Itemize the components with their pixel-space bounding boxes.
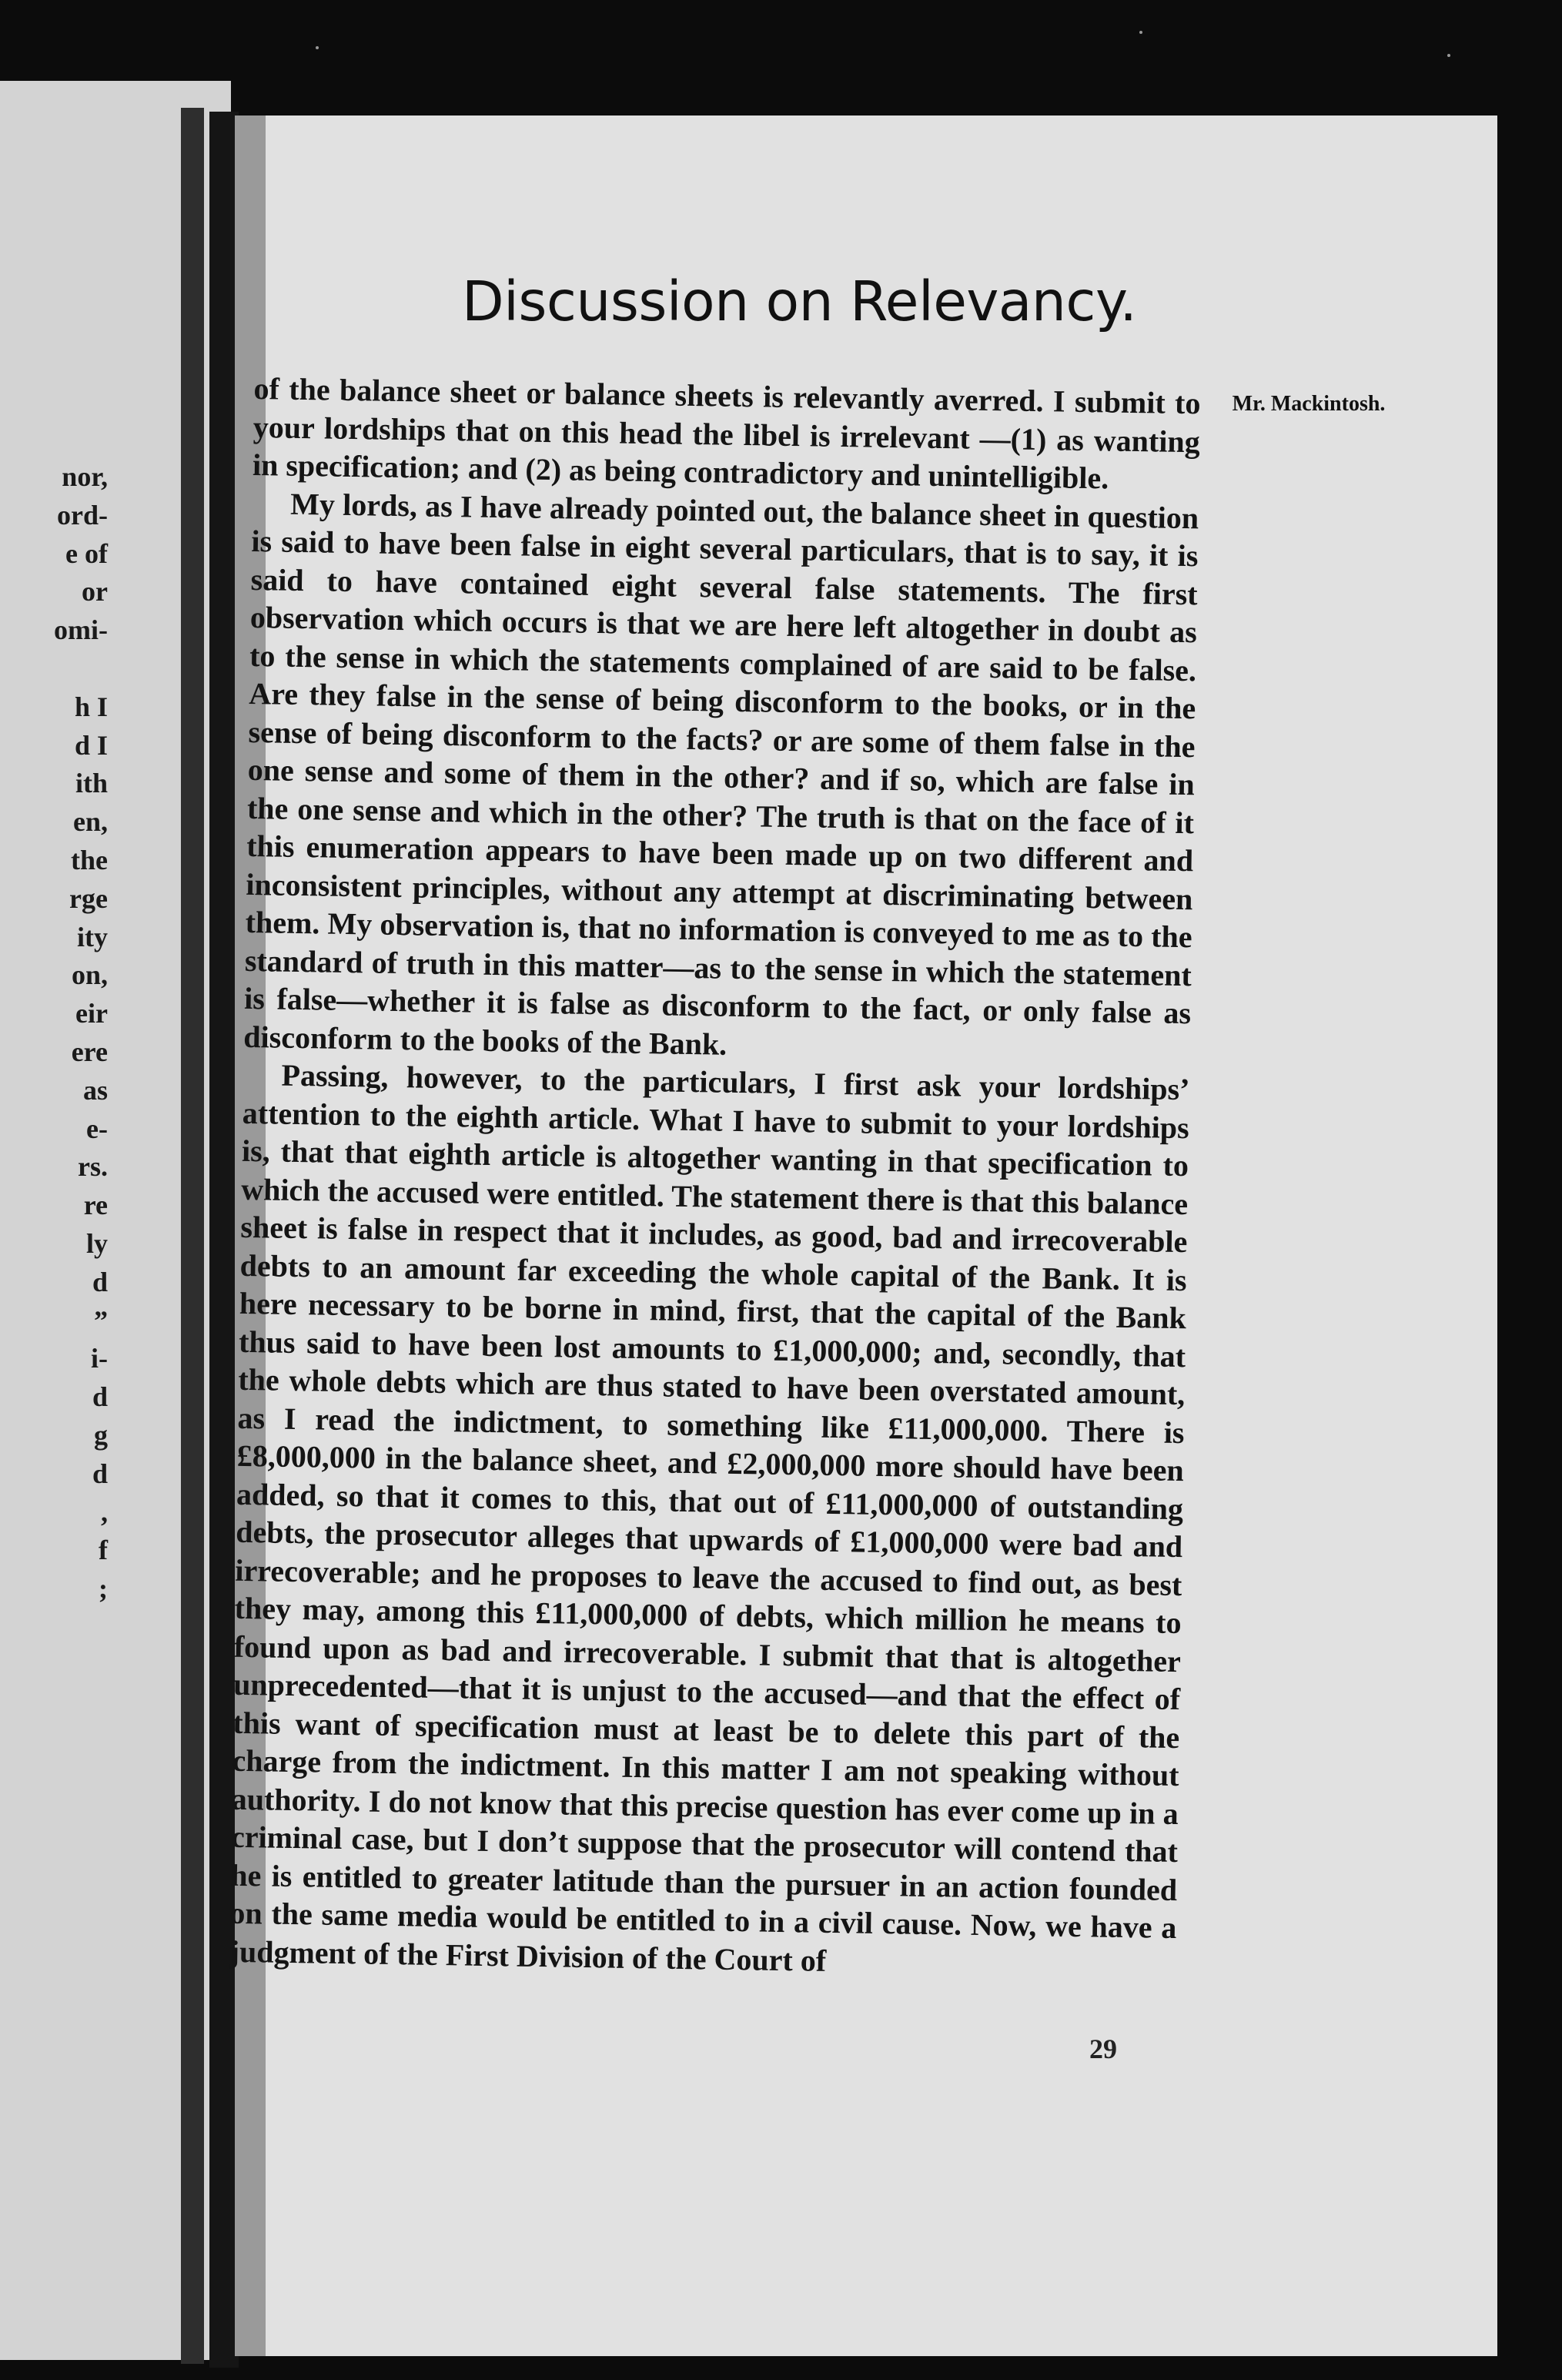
left-page-fragment: or: [82, 576, 108, 608]
body-text: [229, 370, 1201, 1985]
page-number: 29: [1089, 2034, 1117, 2064]
left-page-fragment: h I: [74, 691, 108, 722]
left-page-fragments: [0, 458, 108, 1608]
paragraph: of the balance sheet or balance sheets is relevantly averred. I submit to your lordships that on this head the libel is irrelevant —(1) as wanting in specification; and (2) as being contradictory and unintelligible.: [252, 370, 1201, 496]
left-page-fragment: re: [83, 1190, 108, 1221]
left-page-fragment: d: [92, 1266, 108, 1297]
left-page-fragment: d I: [74, 729, 108, 761]
left-page-fragment: eir: [75, 998, 108, 1029]
paragraph: Passing, however, to the particulars, I first ask your lordships’ attention to the eighth article. What I have to submit to your lordships is, that that eighth article is altogether wanting in that specification to which the accused were entitled. The statement there is that this balance sheet is false in respect that it includes, as good, bad and irrecoverable debts to an amount far exceeding the whole capital of the Bank. It is here necessary to be borne in mind, first, that the capital of the Bank thus said to have been lost amounts to £1,000,000; and, secondly, that the whole debts which are thus stated to have been overstated amount, as I read the indictment, to something like £11,000,000. There is £8,000,000 in the balance sheet, and £2,000,000 more should have been added, so that it comes to this, that out of £11,000,000 of outstanding debts, the prosecutor alleges that upwards of £1,000,000 were bad and irrecoverable; and he proposes to leave the accused to find out, as best they may, among this £11,000,000 of debts, which million he means to found upon as bad and irrecoverable. I submit that that is altogether unprecedented—that it is unjust to the accused—and that the effect of this want of specification must at least be to delete this part of the charge from the indictment. In this matter I am not speaking without authority. I do not know that this precise question has ever come up in a criminal case, but I don’t suppose that the prosecutor will contend that he is entitled to greater latitude than the pursuer in an action founded on the same media would be entitled to in a civil cause. Now, we have a judgment of the First Division of the Court of: [229, 1057, 1190, 1978]
left-page-fragment: d: [92, 1381, 108, 1413]
left-page-fragment: i-: [91, 1343, 108, 1374]
left-page-fragment: ”: [94, 1304, 108, 1336]
scan-speck: [1139, 31, 1142, 34]
left-page-fragment: nor,: [62, 461, 108, 492]
left-page-fragment: rs.: [78, 1151, 108, 1183]
left-page-fragment: ere: [71, 1036, 108, 1067]
scan-speck: [1447, 54, 1450, 57]
left-page-fragment: as: [82, 1074, 108, 1106]
left-page-fragment: ity: [77, 921, 108, 952]
left-page-fragment: rge: [69, 882, 108, 914]
left-page-fragment: ly: [85, 1227, 108, 1259]
left-page-fragment: omi-: [54, 614, 108, 646]
left-page-fragment: [0, 650, 108, 688]
book-gutter-shadow: [181, 108, 204, 2364]
left-page-fragment: ith: [75, 768, 108, 799]
left-page-fragment: e of: [65, 537, 108, 569]
left-page-fragment: ,: [101, 1496, 108, 1528]
paragraph: My lords, as I have already pointed out, the balance sheet in question is said to have been false in eight several particulars, that is to say, it is said to have contained eight several false statements. The first observation which occurs is that we are here left altogether in doubt as to the sense in which the statements complained of are said to be false. Are they false in the sense of being disconform to the books, or in the sense of being disconform to the facts? or are some of them false in the one sense and some of them in the other? and if so, which are false in the one sense and which in the other? The truth is that on the face of it this enumeration appears to have been made up on two different and inconsistent principles, without any attempt at discriminating between them. My observation is, that no information is conveyed to me as to the standard of truth in this matter—as to the sense in which the statement is false—whether it is false as disconform to the fact, or only false as disconform to the books of the Bank.: [243, 486, 1199, 1062]
scan-speck: [316, 46, 319, 49]
left-page-fragment: g: [94, 1419, 108, 1451]
left-page-fragment: ord-: [57, 499, 108, 531]
left-page-fragment: f: [99, 1535, 108, 1566]
left-page-fragment: d: [92, 1458, 108, 1489]
speaker-sidenote: Mr. Mackintosh.: [1232, 392, 1386, 416]
left-page-fragment: en,: [73, 806, 108, 838]
running-header: Discussion on Relevancy.: [462, 269, 1137, 333]
left-page-fragment: the: [71, 844, 108, 875]
left-page-fragment: e-: [86, 1113, 108, 1144]
left-page-fragment: ;: [99, 1573, 108, 1605]
left-page-fragment: on,: [71, 959, 108, 991]
